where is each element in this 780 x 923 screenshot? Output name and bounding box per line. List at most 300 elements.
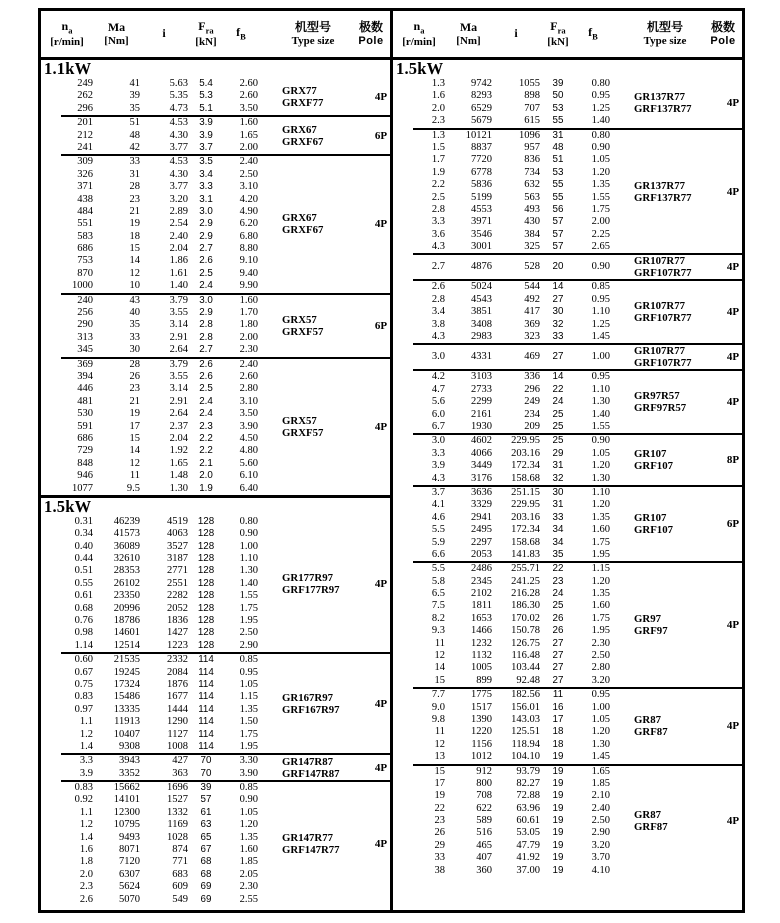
cell-na: 0.31 (74, 515, 93, 527)
table-row (401, 115, 626, 127)
cell-fb: 1.75 (591, 612, 610, 624)
cell-na: 17 (434, 777, 445, 789)
cell-fb: 1.20 (591, 575, 610, 587)
cell-i: 203.16 (511, 447, 540, 459)
cell-na: 326 (77, 168, 93, 180)
cell-fb: 0.85 (239, 782, 258, 794)
table-row (401, 130, 626, 142)
table-row (401, 865, 626, 877)
cell-fra: 18 (552, 726, 564, 738)
cell-i: 209 (524, 420, 540, 432)
rating-group (393, 435, 742, 485)
cell-ma: 407 (476, 852, 492, 864)
cell-i: 3187 (167, 553, 188, 565)
cell-fb: 1.85 (591, 777, 610, 789)
cell-fra: 2.3 (199, 420, 213, 432)
table-row (49, 768, 274, 780)
cell-na: 2.5 (431, 191, 445, 203)
table-row (49, 881, 274, 893)
cell-fb: 1.10 (591, 486, 610, 498)
cell-na: 5.5 (431, 524, 445, 536)
table-row (401, 241, 626, 253)
cell-fb: 1.45 (591, 331, 610, 343)
cell-i: 1096 (519, 129, 540, 141)
table-row (49, 231, 274, 243)
col-header-i (514, 27, 517, 40)
cell-ma: 2161 (471, 408, 492, 420)
cell-na: 5.6 (431, 396, 445, 408)
cell-fb: 1.85 (239, 856, 258, 868)
table-row (401, 294, 626, 306)
table-row (49, 704, 274, 716)
cell-i: 82.27 (516, 777, 540, 789)
table-row (49, 255, 274, 267)
cell-ma: 8071 (119, 844, 140, 856)
cell-fra: 2.2 (199, 445, 213, 457)
cell-fb: 6.20 (239, 218, 258, 230)
table-row (401, 778, 626, 790)
cell-i: 707 (524, 102, 540, 114)
cell-fb: 2.90 (239, 639, 258, 651)
cell-na: 3.7 (431, 486, 445, 498)
cell-fra: 69 (200, 881, 212, 893)
cell-fra: 65 (200, 831, 212, 843)
cell-ma: 9308 (119, 740, 140, 752)
col-header-line2: [r/min] (402, 35, 436, 48)
cell-i: 1223 (167, 639, 188, 651)
cell-fb: 2.25 (591, 228, 610, 240)
cell-na: 2.7 (431, 261, 445, 273)
cell-fra: 19 (552, 864, 564, 876)
section-title: 1.5kW (44, 496, 92, 516)
cell-fra: 114 (198, 654, 214, 666)
cell-na: 0.51 (74, 565, 93, 577)
cell-na: 2.8 (431, 203, 445, 215)
cell-fb: 1.95 (591, 625, 610, 637)
cell-ma: 33 (129, 331, 140, 343)
type-size-line: GRX67 (282, 212, 317, 225)
cell-ma: 12514 (113, 639, 140, 651)
cell-na: 6.7 (431, 420, 445, 432)
col-header-fra (195, 20, 216, 48)
cell-fb: 4.90 (239, 205, 258, 217)
column-headers (393, 11, 742, 60)
table-row (401, 512, 626, 524)
cell-ma: 23350 (113, 590, 140, 602)
header-subscript: B (240, 31, 246, 42)
cell-i: 1.61 (169, 267, 188, 279)
table-row (401, 192, 626, 204)
cell-na: 484 (77, 205, 93, 217)
cell-fra: 53 (552, 166, 564, 178)
rating-group (393, 345, 742, 369)
cell-na: 33 (434, 852, 445, 864)
pole-count: 4P (726, 396, 740, 409)
type-size-line: GRXF77 (282, 96, 324, 109)
table-row (401, 499, 626, 511)
col-header-line2: Type size (643, 34, 687, 47)
cell-na: 0.76 (74, 615, 93, 627)
col-header-type (644, 21, 687, 47)
cell-ma: 14601 (113, 627, 140, 639)
type-size-line: GRF147R87 (282, 767, 340, 780)
cell-fb: 1.00 (591, 701, 610, 713)
cell-fra: 114 (198, 703, 214, 715)
cell-i: 172.34 (511, 460, 540, 472)
cell-ma: 465 (476, 839, 492, 851)
cell-fra: 39 (552, 78, 564, 89)
table-row (401, 537, 626, 549)
table-row (401, 662, 626, 674)
cell-na: 0.75 (74, 678, 93, 690)
cell-ma: 15 (129, 243, 140, 255)
table-row (401, 179, 626, 191)
cell-ma: 4876 (471, 261, 492, 273)
col-header-line1 (236, 26, 246, 42)
cell-fb: 0.95 (591, 293, 610, 305)
cell-i: 63.96 (516, 802, 540, 814)
cell-fra: 55 (552, 115, 564, 127)
cell-i: 1.86 (169, 255, 188, 267)
header-subscript: ra (205, 25, 214, 36)
cell-fb: 1.40 (591, 408, 610, 420)
cell-fb: 0.80 (591, 129, 610, 141)
cell-i: 37.00 (516, 864, 540, 876)
cell-fb: 1.15 (591, 563, 610, 575)
cell-fb: 2.00 (239, 141, 258, 153)
cell-ma: 3851 (471, 306, 492, 318)
cell-i: 2332 (167, 654, 188, 666)
cell-fb: 1.30 (239, 565, 258, 577)
type-size-line: GRF177R97 (282, 584, 340, 597)
col-header-type (292, 21, 335, 47)
cell-ma: 11 (129, 470, 140, 482)
cell-ma: 28 (129, 358, 140, 370)
cell-fb: 3.50 (239, 102, 258, 114)
type-size (634, 91, 724, 115)
cell-ma: 21535 (113, 654, 140, 666)
cell-na: 2.6 (79, 893, 93, 905)
cell-na: 256 (77, 307, 93, 319)
rating-group (393, 371, 742, 433)
cell-fra: 57 (552, 216, 564, 228)
cell-ma: 21 (129, 395, 140, 407)
cell-i: 3.14 (169, 319, 188, 331)
cell-fra: 114 (198, 691, 214, 703)
table-row (49, 565, 274, 577)
cell-fra: 128 (197, 627, 215, 639)
cell-fb: 4.10 (591, 864, 610, 876)
cell-fra: 34 (552, 524, 564, 536)
cell-i: 47.79 (516, 839, 540, 851)
cell-ma: 2495 (471, 524, 492, 536)
table-row (49, 130, 274, 142)
cell-fra: 3.0 (199, 294, 213, 306)
col-header-line1 (162, 27, 165, 40)
pole-count: 4P (726, 351, 740, 364)
type-size-line: GR87 (634, 809, 661, 822)
cell-na: 249 (77, 78, 93, 89)
cell-na: 22 (434, 802, 445, 814)
cell-ma: 7720 (471, 154, 492, 166)
cell-i: 1169 (167, 819, 188, 831)
table-row (401, 815, 626, 827)
cell-ma: 15662 (113, 782, 140, 794)
header-symbol: n (61, 18, 69, 33)
cell-ma: 18786 (113, 615, 140, 627)
cell-i: 836 (524, 154, 540, 166)
col-header-pole (358, 21, 383, 47)
type-size-line: GRXF67 (282, 224, 324, 237)
table-row (49, 371, 274, 383)
cell-na: 3.9 (79, 767, 93, 779)
cell-fb: 1.00 (239, 540, 258, 552)
pole-count: 4P (374, 838, 388, 851)
cell-i: 296 (524, 383, 540, 395)
cell-i: 156.01 (511, 701, 540, 713)
cell-ma: 30 (129, 344, 140, 356)
table-row (401, 448, 626, 460)
cell-ma: 19245 (113, 666, 140, 678)
table-row (401, 524, 626, 536)
cell-i: 2.64 (169, 344, 188, 356)
cell-ma: 26102 (113, 577, 140, 589)
rating-rows (41, 782, 274, 906)
cell-na: 1.14 (74, 639, 93, 651)
cell-fb: 2.00 (591, 216, 610, 228)
header-symbol: f (588, 25, 593, 40)
cell-ma: 19 (129, 408, 140, 420)
col-header-na (402, 20, 436, 48)
cell-fb: 1.60 (239, 844, 258, 856)
table-row (49, 103, 274, 115)
header-symbol: 机型号 (646, 20, 683, 35)
table-row (401, 827, 626, 839)
table-row (401, 409, 626, 421)
cell-ma: 1012 (471, 751, 492, 763)
cell-ma: 17324 (113, 678, 140, 690)
cell-fb: 0.90 (591, 435, 610, 447)
cell-ma: 35 (129, 319, 140, 331)
cell-ma: 13335 (113, 703, 140, 715)
col-header-line1 (104, 21, 128, 34)
cell-fra: 2.1 (199, 457, 213, 469)
cell-fb: 2.40 (239, 156, 258, 168)
cell-i: 203.16 (511, 511, 540, 523)
cell-fb: 1.20 (591, 726, 610, 738)
table-row (49, 78, 274, 90)
table-row (49, 156, 274, 168)
type-size (634, 300, 724, 324)
cell-na: 3.3 (431, 216, 445, 228)
table-row (49, 741, 274, 753)
type-size-line: GR137R77 (634, 90, 685, 103)
table-row (49, 169, 274, 181)
table-row (401, 588, 626, 600)
cell-fra: 3.9 (199, 117, 213, 129)
cell-fra: 128 (197, 615, 215, 627)
cell-na: 4.7 (431, 383, 445, 395)
cell-i: 563 (524, 191, 540, 203)
cell-fb: 9.10 (239, 255, 258, 267)
cell-fb: 3.50 (239, 408, 258, 420)
cell-i: 125.51 (511, 726, 540, 738)
cell-fb: 1.75 (239, 728, 258, 740)
cell-na: 1.6 (431, 90, 445, 102)
cell-fb: 1.55 (239, 590, 258, 602)
cell-fra: 2.6 (199, 255, 213, 267)
cell-fra: 26 (552, 625, 564, 637)
cell-ma: 360 (476, 864, 492, 876)
table-row (401, 167, 626, 179)
cell-ma: 800 (476, 777, 492, 789)
rating-group (393, 689, 742, 763)
cell-ma: 8837 (471, 141, 492, 153)
cell-ma: 15 (129, 432, 140, 444)
cell-i: 1028 (167, 831, 188, 843)
cell-ma: 20996 (113, 602, 140, 614)
col-header-line2: Pole (710, 34, 736, 47)
cell-i: 2.64 (169, 408, 188, 420)
cell-na: 11 (434, 726, 445, 738)
cell-i: 1696 (167, 782, 188, 794)
table-row (401, 638, 626, 650)
table-row (401, 613, 626, 625)
table-row (401, 689, 626, 701)
pole-count: 4P (726, 185, 740, 198)
table-row (49, 794, 274, 806)
cell-i: 1836 (167, 615, 188, 627)
cell-fb: 3.20 (591, 674, 610, 686)
cell-i: 3.79 (169, 294, 188, 306)
cell-na: 2.3 (431, 115, 445, 127)
cell-i: 1127 (167, 728, 188, 740)
col-header-line2: [kN] (547, 35, 569, 48)
table-row (49, 206, 274, 218)
header-symbol: 极数 (710, 20, 735, 35)
cell-fra: 128 (197, 602, 215, 614)
cell-fra: 20 (552, 261, 564, 273)
cell-fra: 19 (552, 790, 564, 802)
cell-i: 417 (524, 306, 540, 318)
type-size (634, 714, 724, 738)
cell-ma: 5679 (471, 115, 492, 127)
pole-count: 4P (374, 761, 388, 774)
header-symbol: F (550, 18, 558, 33)
cell-i: 158.68 (511, 472, 540, 484)
table-row (401, 204, 626, 216)
cell-na: 1.5 (431, 141, 445, 153)
cell-i: 60.61 (516, 815, 540, 827)
cell-i: 469 (524, 351, 540, 363)
cell-na: 1.3 (431, 78, 445, 89)
cell-fb: 2.80 (591, 662, 610, 674)
table-row (49, 603, 274, 615)
table-row (401, 751, 626, 763)
cell-fra: 14 (552, 371, 564, 383)
type-size-line: GRF147R77 (282, 844, 340, 857)
table-row (401, 739, 626, 751)
cell-i: 255.71 (511, 563, 540, 575)
cell-fb: 2.50 (239, 168, 258, 180)
cell-i: 170.02 (511, 612, 540, 624)
type-size-line: GRF87 (634, 821, 668, 834)
cell-fra: 16 (552, 701, 564, 713)
cell-na: 1.7 (431, 154, 445, 166)
cell-na: 4.1 (431, 499, 445, 511)
cell-i: 609 (172, 881, 188, 893)
table-row (401, 625, 626, 637)
cell-ma: 5024 (471, 281, 492, 293)
pole-count: 4P (726, 815, 740, 828)
table-row (49, 319, 274, 331)
cell-fra: 114 (198, 666, 214, 678)
cell-fra: 70 (200, 767, 212, 779)
cell-fb: 9.90 (239, 280, 258, 292)
col-header-line2: [Nm] (104, 34, 129, 47)
cell-fb: 0.90 (591, 261, 610, 273)
section-title: 1.1kW (44, 59, 92, 78)
cell-fra: 25 (552, 600, 564, 612)
cell-na: 3.0 (431, 351, 445, 363)
type-size-line: GRX67 (282, 123, 317, 136)
cell-na: 3.9 (431, 460, 445, 472)
cell-ma: 11913 (114, 716, 140, 728)
cell-ma: 3176 (471, 472, 492, 484)
cell-fra: 114 (198, 740, 214, 752)
cell-fra: 27 (552, 351, 564, 363)
cell-fb: 1.10 (591, 383, 610, 395)
pole-count: 4P (374, 578, 388, 591)
cell-fb: 2.05 (239, 868, 258, 880)
rating-group (41, 516, 390, 652)
cell-fb: 2.30 (239, 881, 258, 893)
cell-na: 240 (77, 294, 93, 306)
col-header-i (162, 27, 165, 40)
cell-na: 241 (77, 141, 93, 153)
cell-na: 6.0 (431, 408, 445, 420)
table-row (49, 640, 274, 652)
cell-fb: 0.80 (591, 78, 610, 89)
type-size (634, 512, 724, 536)
cell-fra: 2.9 (199, 230, 213, 242)
table-row (49, 483, 274, 495)
pole-count: 6P (374, 319, 388, 332)
rating-group (393, 130, 742, 254)
cell-na: 3.4 (431, 306, 445, 318)
header-subscript: a (420, 25, 425, 36)
type-size-line: GR107R77 (634, 345, 685, 358)
rating-rows (41, 117, 274, 154)
table-row (401, 384, 626, 396)
cell-fra: 67 (200, 844, 212, 856)
cell-ma: 589 (476, 815, 492, 827)
col-header-line1 (358, 21, 383, 34)
cell-fra: 114 (198, 678, 214, 690)
cell-fra: 2.2 (199, 432, 213, 444)
cell-fra: 2.0 (199, 470, 213, 482)
cell-i: 2.37 (169, 420, 188, 432)
cell-i: 116.48 (511, 650, 540, 662)
cell-ma: 21 (129, 205, 140, 217)
left-table-half (41, 11, 390, 910)
table-row (49, 421, 274, 433)
cell-ma: 3103 (471, 371, 492, 383)
cell-i: 528 (524, 261, 540, 273)
pole-count: 6P (726, 518, 740, 531)
pole-count: 4P (726, 619, 740, 632)
cell-fra: 22 (552, 383, 564, 395)
